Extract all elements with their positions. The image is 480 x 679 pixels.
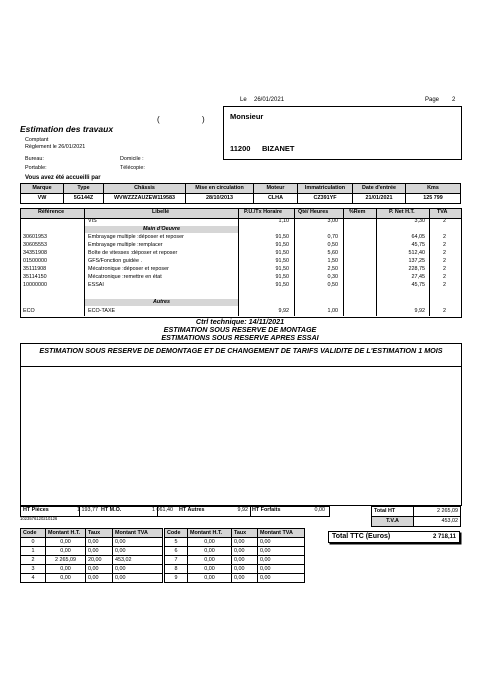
reference-code: 1023576120210126 xyxy=(20,516,58,521)
vat-amount: 0,00 xyxy=(258,556,305,565)
vat-row xyxy=(165,547,305,556)
item-net: 512,40 xyxy=(408,250,425,256)
vehicle-header-kms: Kms xyxy=(406,184,461,194)
vehicle-marque: VW xyxy=(21,194,64,204)
vat-row xyxy=(165,538,305,547)
vat-rate: 0,00 xyxy=(232,574,258,583)
telecopie-label: Télécopie: xyxy=(120,165,145,171)
vehicle-chassis: WVWZZZAUZEW119583 xyxy=(104,194,186,204)
item-tva: 2 xyxy=(443,282,446,288)
tva-label: T.V.A xyxy=(372,517,414,527)
item-tva: 2 xyxy=(443,218,446,224)
item-tva: 2 xyxy=(443,274,446,280)
vat-code: 6 xyxy=(165,547,188,556)
item-label: ESSAI xyxy=(88,282,104,288)
vat-code: 0 xyxy=(21,538,46,547)
item-label: Embrayage multiple :remplacer xyxy=(88,242,163,248)
vat-amount: 0,00 xyxy=(258,547,305,556)
vehicle-header-chassis: Châssis xyxy=(104,184,186,194)
vat-row xyxy=(165,565,305,574)
ht-pieces-label: HT Pièces xyxy=(23,507,49,513)
item-qty: 0,50 xyxy=(327,242,338,248)
vat-amount: 0,00 xyxy=(113,565,163,574)
item-qty: 0,70 xyxy=(327,234,338,240)
page-number: 2 xyxy=(452,97,456,103)
domicile-label: Domicile : xyxy=(120,156,144,162)
note-montage: ESTIMATION SOUS RESERVE DE MONTAGE xyxy=(163,325,317,334)
vat-row xyxy=(165,556,305,565)
item-pu: 91,50 xyxy=(275,250,289,256)
totals-box xyxy=(371,506,461,527)
item-net: 3,30 xyxy=(414,218,425,224)
vat-ht: 2 265,09 xyxy=(46,556,86,565)
customer-city: BIZANET xyxy=(262,144,295,153)
vat-rate: 0,00 xyxy=(86,574,113,583)
ht-forfaits-value: 0,00 xyxy=(314,507,325,513)
vehicle-header-moteur: Moteur xyxy=(254,184,298,194)
item-net: 45,75 xyxy=(411,282,425,288)
ht-pieces-value: 1 193,77 xyxy=(77,507,98,513)
settlement-date: Règlement le 26/01/2021 xyxy=(25,144,86,150)
vat-rate: 20,00 xyxy=(86,556,113,565)
vat-code: 8 xyxy=(165,565,188,574)
item-net: 228,75 xyxy=(408,266,425,272)
vehicle-immat: CZ391YF xyxy=(298,194,353,204)
vat-rate: 0,00 xyxy=(232,547,258,556)
vat-header-tva: Montant TVA xyxy=(258,529,305,538)
item-pu: 9,92 xyxy=(278,308,289,314)
vat-amount: 0,00 xyxy=(258,565,305,574)
item-qty: 1,00 xyxy=(327,308,338,314)
ttc-label: Total TTC (Euros) xyxy=(332,533,391,540)
item-pu: 91,50 xyxy=(275,258,289,264)
vehicle-table xyxy=(20,183,461,204)
item-tva: 2 xyxy=(443,242,446,248)
vat-code: 5 xyxy=(165,538,188,547)
vat-code: 1 xyxy=(21,547,46,556)
item-ref: 01500000 xyxy=(23,258,47,264)
item-qty: 3,00 xyxy=(327,218,338,224)
item-net: 27,45 xyxy=(411,274,425,280)
vat-rate: 0,00 xyxy=(86,565,113,574)
vat-amount: 0,00 xyxy=(113,547,163,556)
vat-rate: 0,00 xyxy=(86,547,113,556)
note-box xyxy=(20,343,462,367)
customer-salutation: Monsieur xyxy=(230,112,264,121)
vat-row xyxy=(21,538,163,547)
item-qty: 0,30 xyxy=(327,274,338,280)
paren-close: ) xyxy=(202,115,205,124)
item-label: Mécatronique :remettre en état xyxy=(88,274,162,280)
ttc-box xyxy=(328,531,460,543)
items-header-libelle: Libellé xyxy=(152,209,170,215)
item-label: Embrayage multiple :déposer et reposer xyxy=(88,234,184,240)
vat-code: 3 xyxy=(21,565,46,574)
vat-header-code: Code xyxy=(21,529,46,538)
item-tva: 2 xyxy=(443,250,446,256)
item-ref: 34351908 xyxy=(23,250,47,256)
item-ref: 35111908 xyxy=(23,266,47,272)
vat-ht: 0,00 xyxy=(46,574,86,583)
document-title: Estimation des travaux xyxy=(20,124,114,134)
vat-ht: 0,00 xyxy=(188,538,232,547)
vehicle-type: 5G144Z xyxy=(64,194,104,204)
vat-row xyxy=(21,574,163,583)
vat-ht: 0,00 xyxy=(46,538,86,547)
section-main-oeuvre: Main d'Oeuvre xyxy=(85,226,238,233)
item-net: 45,75 xyxy=(411,242,425,248)
vat-header-code: Code xyxy=(165,529,188,538)
tva-value: 453,02 xyxy=(414,517,461,527)
item-net: 9,92 xyxy=(414,308,425,314)
item-qty: 1,50 xyxy=(327,258,338,264)
vat-amount: 0,00 xyxy=(258,574,305,583)
item-label: ECO-TAXE xyxy=(88,308,116,314)
customer-address-box xyxy=(223,106,462,160)
item-ref: 30601953 xyxy=(23,234,47,240)
item-pu: 91,50 xyxy=(275,282,289,288)
vat-rate: 0,00 xyxy=(232,556,258,565)
ht-mo-value: 1 061,40 xyxy=(152,507,173,513)
note-demontage: ESTIMATION SOUS RESERVE DE DEMONTAGE ET DE CHANGEMENT DE TARIFS VALIDITE DE L'ESTIMATION 1 MOIS xyxy=(39,346,443,355)
item-net: 64,05 xyxy=(411,234,425,240)
vehicle-header-entree: Date d'entrée xyxy=(353,184,406,194)
ht-mo-label: HT M.O. xyxy=(101,507,122,513)
ht-autres-label: HT Autres xyxy=(179,507,205,513)
item-label: VIS xyxy=(88,218,97,224)
ht-autres-value: 9,92 xyxy=(237,507,248,513)
items-header-tva: TVA xyxy=(437,209,448,215)
vehicle-kms: 125 799 xyxy=(406,194,461,204)
ttc-value: 2 718,11 xyxy=(432,534,456,540)
item-label: Mécatronique :déposer et reposer xyxy=(88,266,169,272)
vehicle-mise: 28/10/2013 xyxy=(186,194,254,204)
customer-postcode: 11200 xyxy=(230,144,251,153)
vat-table-right xyxy=(164,528,305,583)
items-header-ref: Référence xyxy=(38,209,65,215)
vat-rate: 0,00 xyxy=(232,565,258,574)
vehicle-header-immat: Immatriculation xyxy=(298,184,353,194)
item-qty: 0,50 xyxy=(327,282,338,288)
accueilli-label: Vous avez été accueilli par xyxy=(25,175,101,181)
vat-rate: 0,00 xyxy=(86,538,113,547)
item-ref: 30605553 xyxy=(23,242,47,248)
item-ref: ECO xyxy=(23,308,35,314)
date-label: Le xyxy=(240,97,247,103)
item-pu: 91,50 xyxy=(275,266,289,272)
vat-row xyxy=(165,574,305,583)
item-ref: 10000000 xyxy=(23,282,47,288)
document-date: 26/01/2021 xyxy=(254,97,285,103)
item-label: Boîte de vitesses :déposer et reposer xyxy=(88,250,178,256)
vat-row xyxy=(21,547,163,556)
item-tva: 2 xyxy=(443,258,446,264)
total-ht-value: 2 265,09 xyxy=(414,507,461,517)
vat-table-left xyxy=(20,528,163,583)
items-header-qte: Qté/ Heures xyxy=(298,209,329,215)
vehicle-moteur: CLHA xyxy=(254,194,298,204)
vat-header-ht: Montant H.T. xyxy=(188,529,232,538)
vat-ht: 0,00 xyxy=(188,565,232,574)
vehicle-header-marque: Marque xyxy=(21,184,64,194)
item-label: GFS/Fonction guidée . xyxy=(88,258,142,264)
vat-code: 9 xyxy=(165,574,188,583)
vat-code: 2 xyxy=(21,556,46,565)
paren-open: ( xyxy=(157,115,160,124)
vat-row xyxy=(21,565,163,574)
vat-header-taux: Taux xyxy=(86,529,113,538)
vat-ht: 0,00 xyxy=(188,574,232,583)
items-header-rem: %Rem xyxy=(349,209,366,215)
note-essai: ESTIMATIONS SOUS RESERVE APRES ESSAI xyxy=(161,333,319,342)
vehicle-header-mise: Mise en circulation xyxy=(186,184,254,194)
item-pu: 91,50 xyxy=(275,274,289,280)
payment-mode: Comptant xyxy=(25,137,49,143)
vat-header-tva: Montant TVA xyxy=(113,529,163,538)
vat-ht: 0,00 xyxy=(188,556,232,565)
item-qty: 2,50 xyxy=(327,266,338,272)
vat-rate: 0,00 xyxy=(232,538,258,547)
vat-code: 7 xyxy=(165,556,188,565)
item-qty: 5,60 xyxy=(327,250,338,256)
bureau-label: Bureau: xyxy=(25,156,44,162)
vat-header-ht: Montant H.T. xyxy=(46,529,86,538)
vat-header-taux: Taux xyxy=(232,529,258,538)
vat-code: 4 xyxy=(21,574,46,583)
items-header-pu: P.U./Tx Horaire xyxy=(244,209,282,215)
item-pu: 91,50 xyxy=(275,234,289,240)
section-autres: Autres xyxy=(85,299,238,306)
vehicle-header-type: Type xyxy=(64,184,104,194)
note-ctrl-technique: Ctrl technique: 14/11/2021 xyxy=(195,317,285,326)
vat-ht: 0,00 xyxy=(188,547,232,556)
item-pu: 91,50 xyxy=(275,242,289,248)
item-ref: 35114150 xyxy=(23,274,47,280)
vat-amount: 0,00 xyxy=(113,574,163,583)
item-pu: 1,10 xyxy=(278,218,289,224)
vat-ht: 0,00 xyxy=(46,565,86,574)
vat-ht: 0,00 xyxy=(46,547,86,556)
vat-amount: 0,00 xyxy=(258,538,305,547)
page-label: Page xyxy=(425,97,440,103)
item-tva: 2 xyxy=(443,234,446,240)
vat-row xyxy=(21,556,163,565)
item-net: 137,25 xyxy=(408,258,425,264)
item-tva: 2 xyxy=(443,308,446,314)
item-tva: 2 xyxy=(443,266,446,272)
total-ht-label: Total HT xyxy=(372,507,414,517)
vat-amount: 453,02 xyxy=(113,556,163,565)
vat-amount: 0,00 xyxy=(113,538,163,547)
ht-forfaits-label: HT Forfaits xyxy=(252,507,281,513)
vehicle-entree: 21/01/2021 xyxy=(353,194,406,204)
notes-area xyxy=(20,365,462,506)
items-header-pnet: P. Net H.T. xyxy=(389,209,415,215)
portable-label: Portable: xyxy=(25,165,47,171)
